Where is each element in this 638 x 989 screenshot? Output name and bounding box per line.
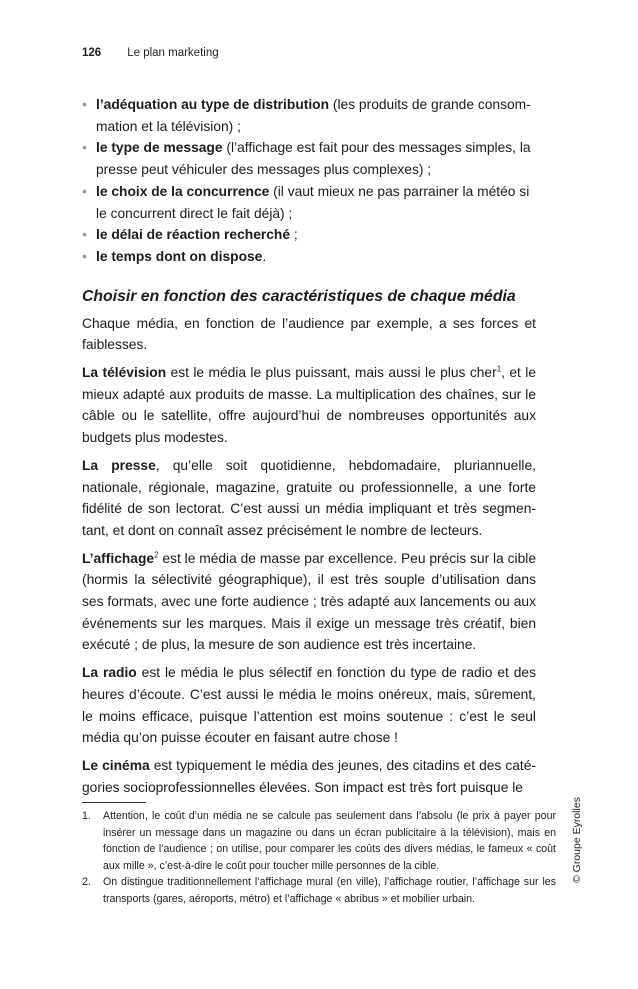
list-item-term: le type de message [96,140,223,156]
list-item-term: le délai de réaction recherché [96,227,291,243]
paragraph-text: , qu’elle soit quotidienne, hebdomadaire, pluriannuelle, nationale, régionale, magazine, gratuite ou professionnelle, a une forte fidélité de son lectorat. C’est aussi un média impliquant et très segmen-tant, et dont on connaît assez précisément le nombre de lecteurs. [82,457,536,538]
paragraph-television [82,362,536,449]
intro-paragraph: Chaque média, en fonction de l’audience par exemple, a ses forces et faiblesses. [82,315,536,353]
list-item-term: le temps dont on dispose [96,248,263,264]
list-item [82,94,536,137]
bullet-icon: • [82,139,87,156]
paragraph-text: est le média le plus sélectif en fonction du type de radio et des heures d’écoute. C’est aussi le média le moins onéreux, mais, sûrement, le moins efficace, puisque l’attention est moins soutenue : c’est le seul média qu’on puisse écouter en faisant autre chose ! [82,665,537,746]
list-item-term: le choix de la concurrence [96,183,270,199]
bullet-icon: • [82,247,87,264]
paragraph-text: est le média de masse par excellence. Peu précis sur la cible (hormis la sélectivité géographique), il est très souple d’utilisation dans ses formats, avec une forte audience ; très adapté aux lancements ou aux événements sur les marques. Mais il exige un message très créatif, bien exécuté ; de plus, la mesure de son audience est très incertaine. [82,550,536,653]
criteria-list [82,94,536,268]
footnote-text: Attention, le coût d’un média ne se calcule pas seulement dans l’absolu (le prix à payer pour insérer un message dans un magazine ou dans un écran publicitaire à la télévision), mais en fonction de l’audience ; on utilise, pour comparer les coûts des divers médias, le fameux « coût aux mille », c’est-à-dire le coût pour toucher mille personnes de la cible. [103,810,556,872]
paragraph-cinema [82,755,536,798]
copyright-notice: © Groupe Eyrolles [571,797,583,883]
footnote-number: 1. [82,810,91,822]
list-item-text: . [262,248,267,264]
footnote [82,874,556,907]
paragraph-text: est typiquement le média des jeunes, des citadins et des caté-gories socioprofessionnelles élevées. Son impact est très fort puisque le [82,757,537,795]
paragraph-term: La télévision [82,365,167,381]
list-item-text: (l’affichage est fait pour des messages simples, la presse peut véhiculer des messages plus complexes) ; [96,140,531,178]
footnote-number: 2. [82,876,91,889]
paragraph-text: , et le mieux adapté aux produits de masse. La multiplication des chaînes, sur le câble ou le satellite, offre aujourd’hui de nombreuses opportunités aux budgets plus modestes. [82,365,537,446]
page-number: 126 [82,47,102,59]
paragraph-text: est le média le plus puissant, mais aussi le plus cher [166,365,497,381]
page-body [82,94,536,804]
paragraph-term: L’affichage [82,550,155,566]
running-header [82,47,219,59]
paragraph-presse [82,455,536,542]
paragraph-term: La presse [82,457,156,473]
list-item-text: ; [290,227,298,243]
paragraph-radio [82,662,536,749]
bullet-icon: • [82,96,87,112]
paragraph-term: Le cinéma [82,757,150,773]
bullet-icon: • [82,182,87,199]
footnotes [82,808,556,908]
list-item-term: l’adéquation au type de distribution [96,97,330,112]
section-title: Choisir en fonction des caractéristiques de chaque média [82,287,516,305]
footnote-divider [82,802,146,803]
list-item [82,224,536,246]
list-item-text: (il vaut mieux ne pas parrainer la météo si le concurrent direct le fait déjà) ; [96,183,530,221]
paragraph-affichage [82,548,536,657]
footnote-ref: 2 [154,550,159,560]
list-item [82,246,536,268]
footnote-text: On distingue traditionnellement l’affichage mural (en ville), l’affichage routier, l’affichage sur les transports (gares, aéroports, métro) et l’affichage « abribus » et mobilier urbain. [103,876,556,905]
footnote-ref: 1 [496,364,502,374]
running-title: Le plan marketing [127,47,219,59]
list-item-text: (les produits de grande consom-mation et la télévision) ; [96,97,531,134]
footnote [82,808,556,874]
paragraph-term: La radio [82,665,137,681]
bullet-icon: • [82,226,87,243]
list-item [82,181,536,224]
list-item [82,137,536,180]
